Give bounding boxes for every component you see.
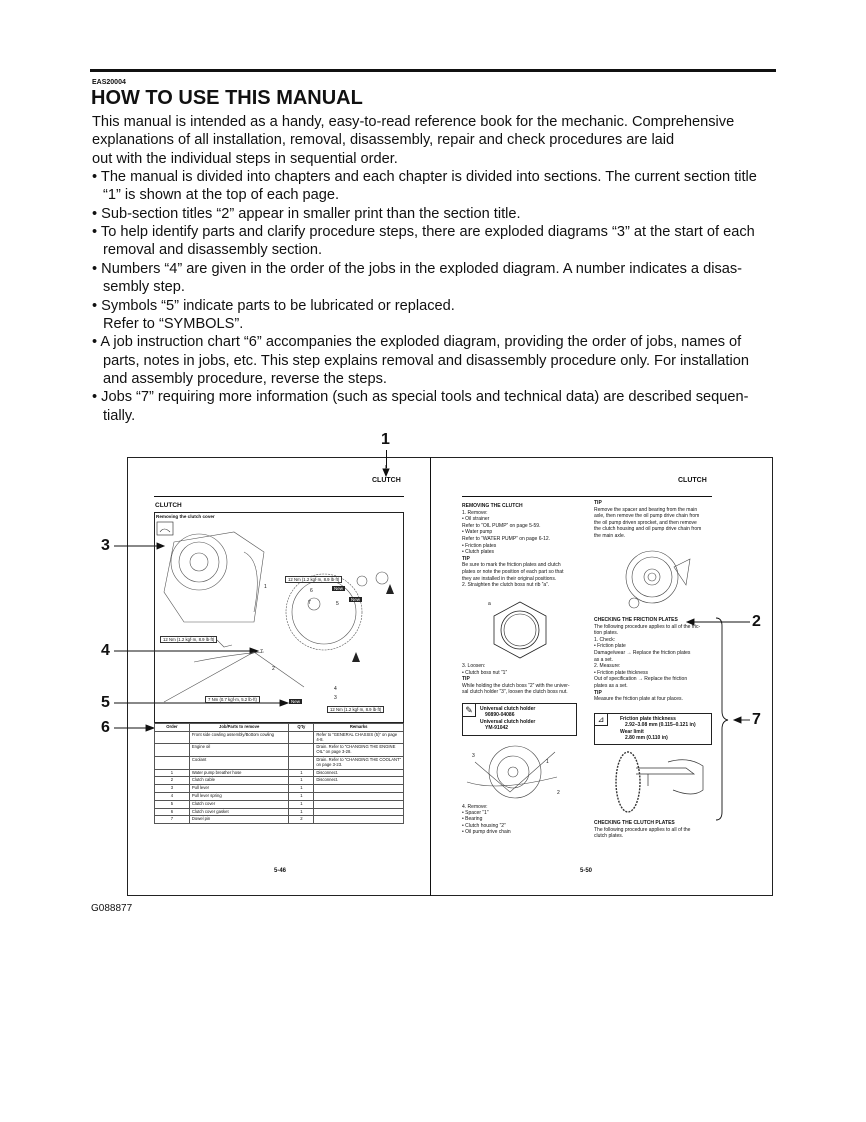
- mini-text-line: plates or note the position of each part so that: [462, 569, 564, 575]
- table-cell: 2: [155, 777, 190, 785]
- mini-text-line: • Bearing: [462, 816, 483, 823]
- mini-text-line: While holding the clutch boss “2” with the univer-: [462, 682, 570, 689]
- table-cell: Dowel pin: [189, 816, 289, 824]
- mini-text-line: REMOVING THE CLUTCH: [462, 503, 523, 509]
- table-cell: Water pump breather hose: [189, 769, 289, 777]
- table-cell: Front side cowling assembly/Bottom cowling: [189, 731, 289, 744]
- table-cell: [314, 800, 404, 808]
- mini-text-line: • Oil strainer: [462, 516, 490, 523]
- mini-text-line: tion plates.: [594, 630, 619, 637]
- callout-4: 4: [101, 642, 110, 659]
- mini-text-line: Be sure to mark the friction plates and clutch: [462, 562, 561, 569]
- callout-5: 5: [101, 694, 110, 711]
- part-number: 3: [334, 695, 337, 701]
- mini-text-line: Remove the spacer and bearing from the main: [594, 506, 698, 513]
- body-line: Refer to “SYMBOLS”.: [103, 315, 244, 332]
- table-cell: 1: [289, 769, 314, 777]
- new-badge: New: [351, 597, 361, 602]
- table-row: [155, 808, 404, 816]
- table-cell: 1: [289, 808, 314, 816]
- part-number: 7: [308, 600, 311, 606]
- body-line: out with the individual steps in sequential order.: [92, 150, 398, 167]
- figure-id: G088877: [91, 903, 133, 914]
- job-instruction-chart: [154, 723, 404, 824]
- body-line: “1” is shown at the top of each page.: [103, 187, 340, 204]
- box-text-line: 2.80 mm (0.110 in): [625, 734, 668, 741]
- mini-text-line: 3. Loosen:: [462, 663, 486, 669]
- body-line: This manual is intended as a handy, easy-to-read reference book for the mechanic. Comprehensive: [92, 114, 735, 130]
- body-line: removal and disassembly section.: [103, 242, 323, 259]
- part-number: 5: [336, 601, 339, 607]
- body-line: • The manual is divided into chapters and each chapter is divided into sections. The current section title: [92, 169, 757, 186]
- table-row: [155, 731, 404, 744]
- table-cell: [289, 731, 314, 744]
- body-line: tially.: [103, 407, 136, 424]
- mini-text-line: TIP: [462, 555, 470, 562]
- table-cell: [314, 785, 404, 793]
- tool-icon: ✎: [462, 703, 476, 717]
- mini-text-line: as a set.: [594, 656, 613, 663]
- torque-label-2: 12 Nm (1.2 kgf·m, 8.9 lb·ft): [160, 636, 217, 643]
- body-line: • A job instruction chart “6” accompanies the exploded diagram, providing the order of jobs, names of: [92, 334, 742, 351]
- table-cell: Pull lever: [189, 785, 289, 793]
- table-cell: [314, 792, 404, 800]
- mini-text-line: The following procedure applies to all of the fric-: [594, 623, 701, 630]
- mini-text-line: • Clutch housing “2”: [462, 822, 506, 829]
- table-cell: Disconnect.: [314, 777, 404, 785]
- mini-text-line: • Spacer “1”: [462, 810, 489, 817]
- box-text-line: 90890-04086: [485, 712, 515, 719]
- clutch-holder-diagram: [465, 742, 565, 802]
- mini-text-line: Measure the friction plate at four places.: [594, 696, 683, 703]
- table-cell: 4: [155, 792, 190, 800]
- mini-text-line: TIP: [462, 676, 470, 683]
- page-title: HOW TO USE THIS MANUAL: [91, 87, 363, 109]
- mini-text-line: 4. Remove:: [462, 804, 488, 810]
- table-row: [155, 744, 404, 757]
- mini-text-line: CHECKING THE CLUTCH PLATES: [594, 820, 675, 826]
- table-cell: 1: [289, 777, 314, 785]
- table-cell: Clutch cover: [189, 800, 289, 808]
- mini-text-line: Out of specification → Replace the friction: [594, 676, 688, 683]
- section-code: EAS20004: [92, 79, 126, 86]
- table-cell: Coolant: [189, 756, 289, 769]
- torque-label-3: 7 Nm (0.7 kgf·m, 5.2 lb·ft): [205, 696, 260, 703]
- right-page-header: CLUTCH: [678, 477, 707, 484]
- mini-text-line: • Clutch boss nut “1”: [462, 669, 508, 676]
- table-cell: Drain. Refer to “CHANGING THE ENGINE OIL” on page 3-28.: [314, 744, 404, 757]
- left-page-number: 5-46: [274, 868, 287, 874]
- table-cell: Clutch cover gasket: [189, 808, 289, 816]
- part-number: 7: [260, 649, 263, 655]
- table-cell: Refer to “GENERAL CHASSIS (5)” on page 4-8.: [314, 731, 404, 744]
- exploded-diagram: [154, 512, 404, 723]
- mini-text-line: the main axle.: [594, 533, 626, 539]
- table-cell: 1: [155, 769, 190, 777]
- body-line: • Symbols “5” indicate parts to be lubricated or replaced.: [92, 297, 455, 314]
- callout-6: 6: [101, 719, 110, 736]
- box-text-line: Wear limit: [620, 728, 644, 735]
- table-row: [155, 800, 404, 808]
- mini-text-line: 1. Remove:: [462, 509, 488, 516]
- mini-text-line: • Friction plate thickness: [594, 669, 648, 676]
- box-text-line: Friction plate thickness: [620, 716, 676, 722]
- mini-text-line: CHECKING THE FRICTION PLATES: [594, 617, 678, 623]
- mini-text-line: • Clutch plates: [462, 549, 495, 556]
- table-header: Q'ty: [289, 724, 314, 732]
- body-line: • Numbers “4” are given in the order of the jobs in the exploded diagram. A number indicates a disas-: [92, 260, 743, 277]
- box-text-line: Universal clutch holder: [480, 718, 536, 725]
- body-line: • To help identify parts and clarify procedure steps, there are exploded diagrams “3” at the start of each: [92, 224, 755, 241]
- table-cell: 1: [289, 785, 314, 793]
- body-line: sembly step.: [103, 279, 185, 296]
- right-page-number: 5-50: [580, 868, 593, 874]
- table-row: [155, 816, 404, 824]
- table-cell: [289, 756, 314, 769]
- callout-3: 3: [101, 537, 110, 554]
- table-cell: Engine oil: [189, 744, 289, 757]
- mini-text-line: 2. Measure:: [594, 663, 621, 670]
- table-cell: Clutch cable: [189, 777, 289, 785]
- table-cell: 7: [155, 816, 190, 824]
- mini-text-line: the clutch housing and oil pump drive chain from: [594, 526, 702, 533]
- mini-text-line: • Water pump: [462, 529, 493, 536]
- clutch-boss-nut-diagram: [490, 598, 550, 662]
- body-line: and assembly procedure, reverse the steps.: [103, 370, 387, 387]
- left-page-rule: [154, 496, 404, 497]
- label-3: 3: [472, 753, 475, 759]
- mini-text-line: sal clutch holder “3”, loosen the clutch boss nut.: [462, 689, 568, 696]
- table-cell: Pull lever spring: [189, 792, 289, 800]
- table-cell: [155, 756, 190, 769]
- part-number: 4: [334, 686, 337, 692]
- callout-7: 7: [752, 711, 761, 728]
- table-header: Job/Parts to remove: [189, 724, 289, 732]
- table-row: [155, 769, 404, 777]
- mini-text-line: axle, then remove the oil pump drive chain from: [594, 513, 700, 520]
- torque-label-4: 12 Nm (1.2 kgf·m, 8.9 lb·ft): [327, 706, 384, 713]
- mini-text-line: 2. Straighten the clutch boss nut rib “a”.: [462, 582, 550, 589]
- body-line: • Jobs “7” requiring more information (such as special tools and technical data) are described sequen-: [92, 389, 749, 406]
- table-row: [155, 792, 404, 800]
- table-cell: 5: [155, 800, 190, 808]
- mini-text-line: • Friction plate: [594, 643, 626, 650]
- mini-text-line: TIP: [594, 689, 602, 696]
- right-page-rule: [462, 496, 712, 497]
- table-cell: Drain. Refer to “CHANGING THE COOLANT” on page 3-23.: [314, 756, 404, 769]
- mini-text-line: plates as a set.: [594, 683, 628, 689]
- left-page-header: CLUTCH: [372, 477, 401, 484]
- subsection-label: Removing the clutch cover: [156, 514, 215, 519]
- callout-2: 2: [752, 613, 761, 630]
- table-cell: 1: [289, 792, 314, 800]
- clutch-housing-diagram: [612, 545, 692, 609]
- callout-1: 1: [381, 431, 390, 448]
- mini-text-line: Refer to “WATER PUMP” on page 6-12.: [462, 536, 551, 542]
- part-number: 1: [264, 584, 267, 590]
- table-row: [155, 777, 404, 785]
- body-line: • Sub-section titles “2” appear in smaller print than the section title.: [92, 205, 521, 222]
- box-text-line: 2.92–3.08 mm (0.115–0.121 in): [625, 722, 696, 729]
- mini-text-line: they are installed in their original positions.: [462, 575, 557, 582]
- left-section-title: CLUTCH: [155, 502, 182, 509]
- label-2: 2: [557, 790, 560, 796]
- mini-text-line: Refer to “OIL PUMP” on page 5-59.: [462, 522, 541, 529]
- new-badge: New: [334, 586, 344, 591]
- label-a: a: [488, 601, 491, 607]
- body-line: parts, notes in jobs, etc. This step explains removal and disassembly procedure only. For installation: [103, 352, 749, 369]
- mini-text-line: Damage/wear → Replace the friction plates: [594, 650, 691, 656]
- mini-text-line: TIP: [594, 500, 602, 506]
- mini-text-line: clutch plates.: [594, 833, 624, 840]
- table-cell: 2: [289, 816, 314, 824]
- table-cell: 6: [155, 808, 190, 816]
- mini-text-line: The following procedure applies to all of the: [594, 826, 691, 833]
- measure-icon: ⊿: [594, 713, 608, 726]
- box-text-line: Universal clutch holder: [480, 706, 536, 712]
- table-row: [155, 785, 404, 793]
- mini-text-line: • Oil pump drive chain: [462, 828, 511, 835]
- table-cell: [289, 744, 314, 757]
- label-1: 1: [546, 759, 549, 765]
- table-cell: [314, 816, 404, 824]
- box-text-line: YM-91042: [485, 724, 509, 731]
- friction-plate-measurement-diagram: [608, 748, 708, 816]
- new-badge: New: [291, 699, 301, 704]
- part-number: 2: [272, 666, 275, 672]
- table-cell: 1: [289, 800, 314, 808]
- table-cell: Disconnect.: [314, 769, 404, 777]
- mini-text-line: the oil pump driven sprocket, and then remove: [594, 519, 697, 526]
- torque-label-1: 12 Nm (1.2 kgf·m, 8.9 lb·ft): [285, 576, 342, 583]
- table-cell: [155, 731, 190, 744]
- table-cell: [155, 744, 190, 757]
- table-header: Order: [155, 724, 190, 732]
- body-line: explanations of all installation, removal, disassembly, repair and check procedures are laid: [92, 132, 675, 149]
- table-cell: [314, 808, 404, 816]
- table-row: [155, 756, 404, 769]
- mini-text-line: 1. Check:: [594, 636, 616, 643]
- table-cell: 3: [155, 785, 190, 793]
- part-number: 6: [310, 588, 313, 594]
- mini-text-line: • Friction plates: [462, 542, 497, 549]
- table-header: Remarks: [314, 724, 404, 732]
